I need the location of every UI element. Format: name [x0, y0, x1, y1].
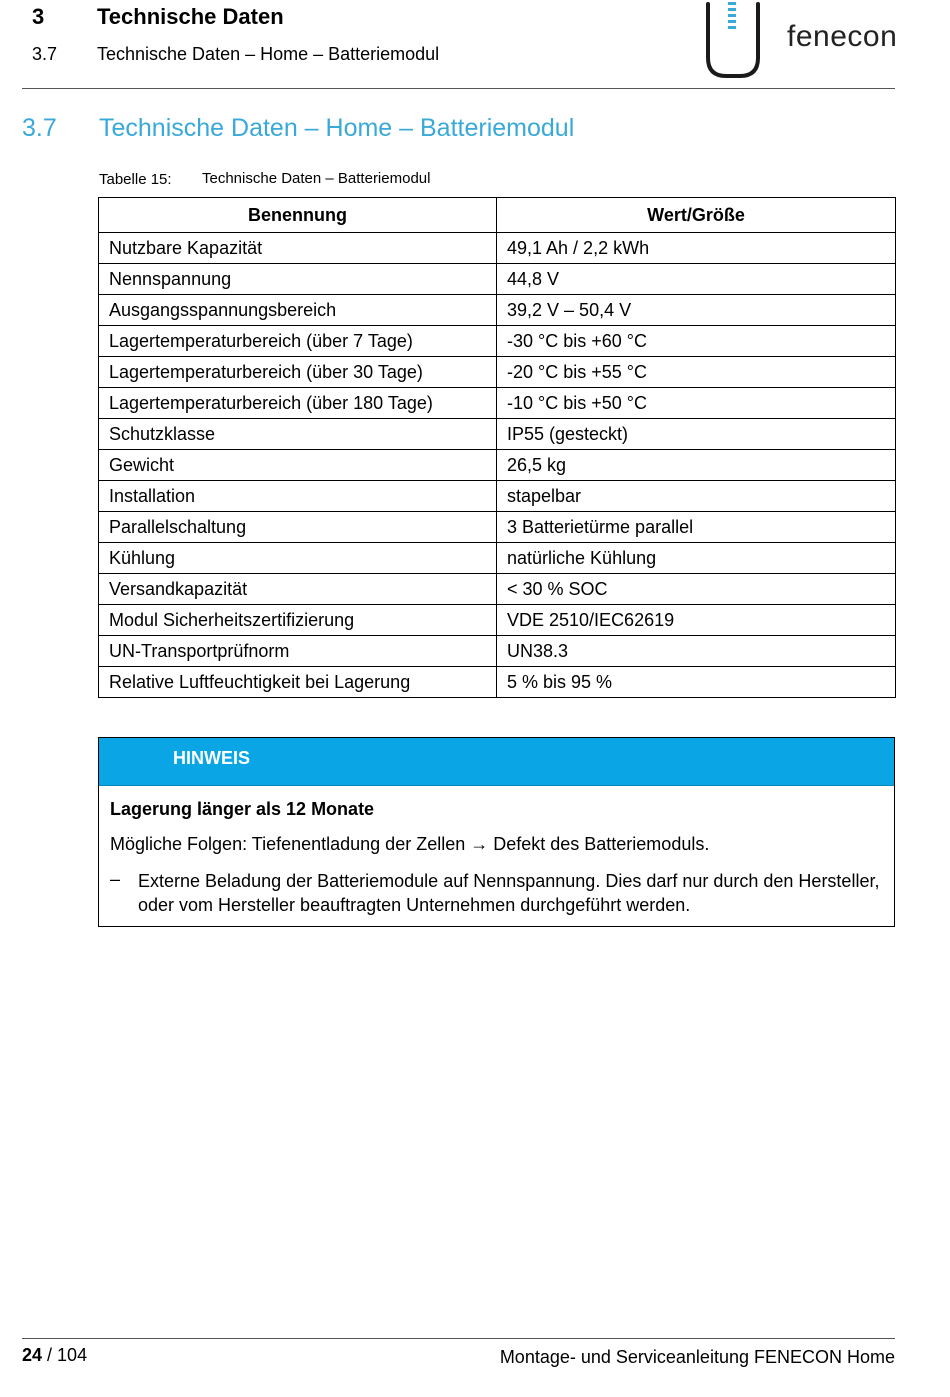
table-cell-name: UN-Transportprüfnorm — [99, 636, 497, 667]
notice-bullet-symbol: – — [110, 869, 121, 889]
table-cell-value: VDE 2510/IEC62619 — [497, 605, 896, 636]
section-number-header: 3.7 — [32, 44, 58, 64]
section-title: Technische Daten – Home – Batteriemodul — [99, 114, 575, 142]
notice-heading: Lagerung länger als 12 Monate — [110, 799, 375, 819]
table-cell-value: 49,1 Ah / 2,2 kWh — [497, 233, 896, 264]
table-cell-value: stapelbar — [497, 481, 896, 512]
table-cell-name: Lagertemperaturbereich (über 180 Tage) — [99, 388, 497, 419]
table-cell-name: Kühlung — [99, 543, 497, 574]
page-number — [22, 1345, 87, 1366]
chapter-number: 3 — [32, 4, 45, 29]
page-current: 24 — [22, 1345, 43, 1365]
table-cell-value: -20 °C bis +55 °C — [497, 357, 896, 388]
document-title: Montage- und Serviceanleitung FENECON Home — [499, 1347, 895, 1367]
table-row — [99, 295, 896, 326]
section-number: 3.7 — [22, 114, 57, 142]
section-title-header: Technische Daten – Home – Batteriemodul — [97, 44, 440, 64]
table-row — [99, 636, 896, 667]
notice-box — [98, 737, 895, 927]
table-cell-name: Relative Luftfeuchtigkeit bei Lagerung — [99, 667, 497, 698]
table-cell-value: 39,2 V – 50,4 V — [497, 295, 896, 326]
table-cell-name: Schutzklasse — [99, 419, 497, 450]
notice-text: Mögliche Folgen: Tiefenentladung der Zellen → Defekt des Batteriemoduls. — [110, 834, 710, 854]
table-cell-value: natürliche Kühlung — [497, 543, 896, 574]
table-row — [99, 605, 896, 636]
table-row — [99, 326, 896, 357]
table-row — [99, 667, 896, 698]
table-row — [99, 481, 896, 512]
table-row — [99, 388, 896, 419]
table-cell-name: Parallelschaltung — [99, 512, 497, 543]
fenecon-logo-icon — [700, 0, 766, 80]
table-cell-name: Lagertemperaturbereich (über 30 Tage) — [99, 357, 497, 388]
table-cell-value: < 30 % SOC — [497, 574, 896, 605]
table-row — [99, 357, 896, 388]
table-row — [99, 450, 896, 481]
table-cell-name: Ausgangsspannungsbereich — [99, 295, 497, 326]
table-cell-value: UN38.3 — [497, 636, 896, 667]
header-divider — [22, 88, 895, 89]
table-row — [99, 543, 896, 574]
table-row — [99, 512, 896, 543]
table-header-row — [99, 198, 896, 233]
table-cell-name: Nennspannung — [99, 264, 497, 295]
footer-divider — [22, 1338, 895, 1339]
notice-bullet-item: Externe Beladung der Batteriemodule auf Nennspannung. Dies darf nur durch den Hersteller, oder vom Hersteller beauftragten Unternehmen durchgeführt werden. — [138, 871, 880, 915]
table-cell-value: -30 °C bis +60 °C — [497, 326, 896, 357]
chapter-title: Technische Daten — [97, 4, 284, 29]
table-cell-name: Installation — [99, 481, 497, 512]
table-cell-value: 44,8 V — [497, 264, 896, 295]
table-caption-text: Technische Daten – Batteriemodul — [202, 170, 431, 187]
fenecon-logo-text: fenecon — [787, 20, 898, 53]
spec-table — [98, 197, 896, 698]
column-header-value: Wert/Größe — [497, 198, 896, 233]
table-cell-name: Nutzbare Kapazität — [99, 233, 497, 264]
table-cell-value: 3 Batterietürme parallel — [497, 512, 896, 543]
table-cell-value: 26,5 kg — [497, 450, 896, 481]
table-cell-value: -10 °C bis +50 °C — [497, 388, 896, 419]
table-cell-name: Gewicht — [99, 450, 497, 481]
column-header-name: Benennung — [99, 198, 497, 233]
table-row — [99, 264, 896, 295]
table-row — [99, 233, 896, 264]
table-body — [99, 233, 896, 698]
table-row — [99, 419, 896, 450]
notice-title-bar — [99, 738, 894, 786]
page-total: / 104 — [47, 1345, 88, 1365]
table-cell-name: Versandkapazität — [99, 574, 497, 605]
table-cell-value: 5 % bis 95 % — [497, 667, 896, 698]
table-cell-name: Lagertemperaturbereich (über 7 Tage) — [99, 326, 497, 357]
table-cell-value: IP55 (gesteckt) — [497, 419, 896, 450]
table-row — [99, 574, 896, 605]
notice-title: HINWEIS — [173, 748, 251, 768]
table-caption-label: Tabelle 15: — [99, 171, 172, 188]
table-cell-name: Modul Sicherheitszertifizierung — [99, 605, 497, 636]
